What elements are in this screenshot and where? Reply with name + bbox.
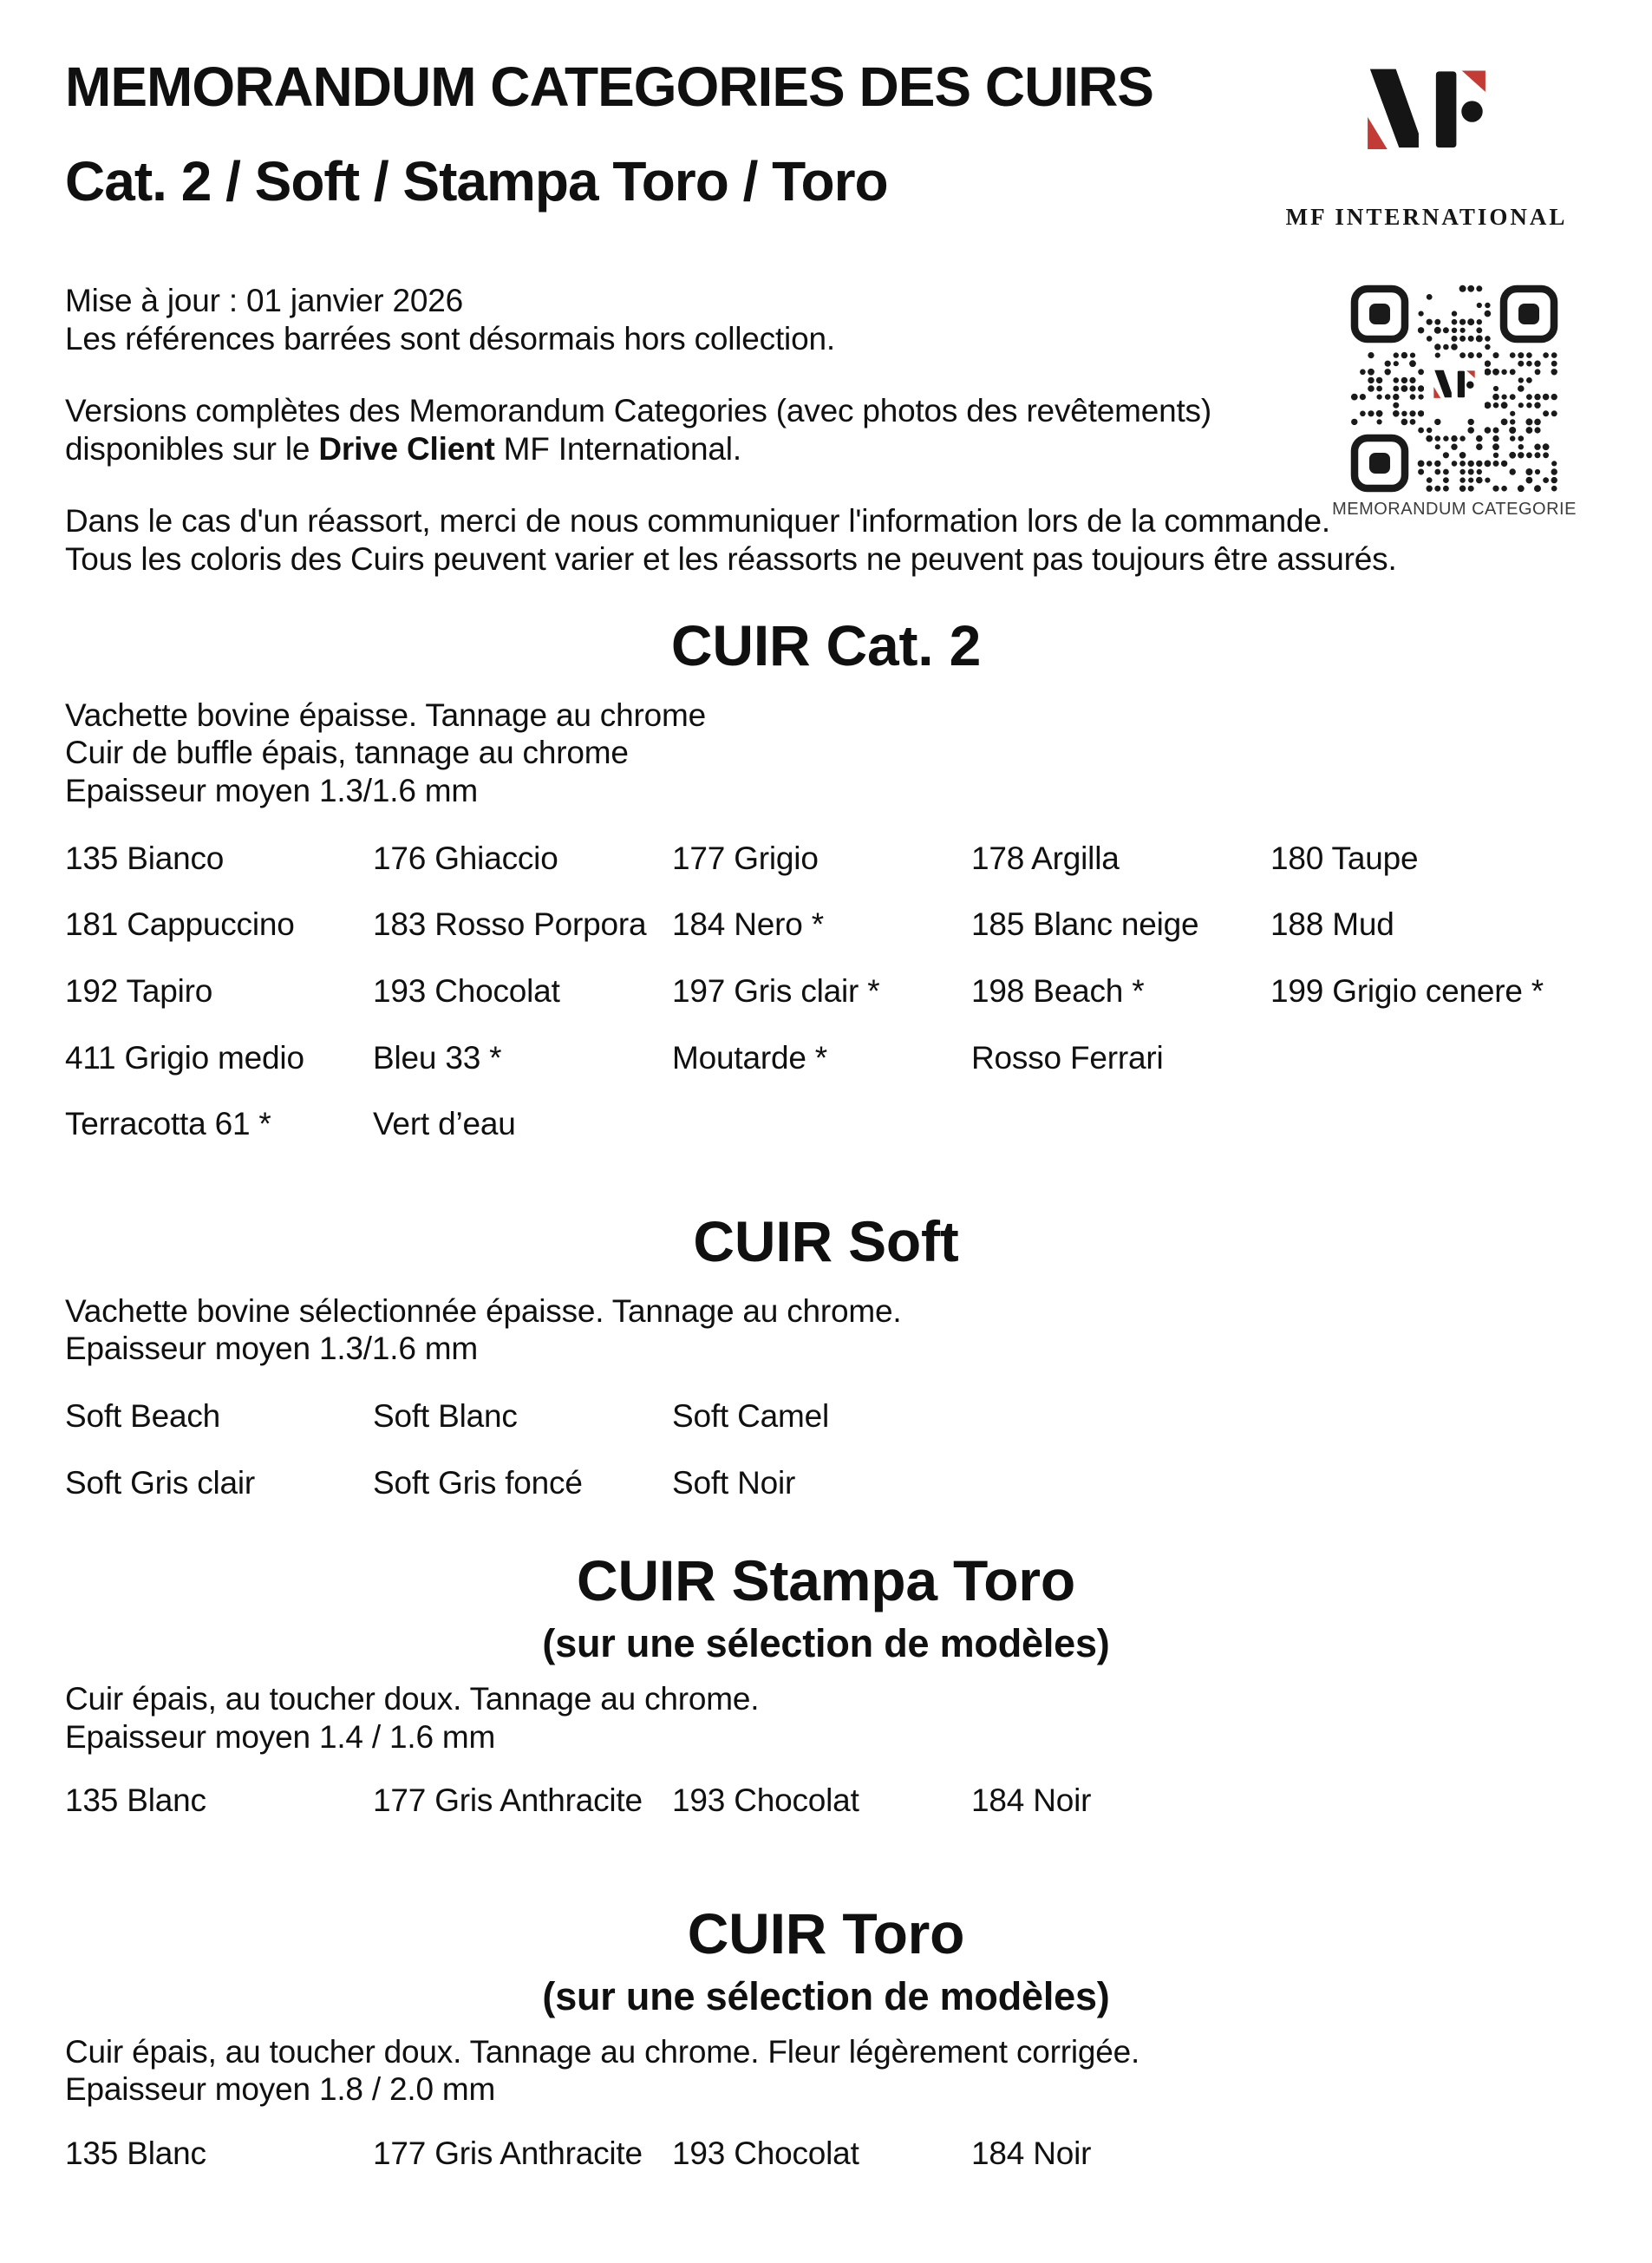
brand-block	[1266, 40, 1587, 232]
color-item: 411 Grigio medio	[65, 1039, 304, 1076]
color-row	[65, 906, 1587, 944]
color-item: Soft Camel	[672, 1398, 830, 1435]
section-subtitle: (sur une sélection de modèles)	[542, 1973, 1110, 2018]
color-item: Moutarde *	[672, 1039, 827, 1076]
desc-line: Epaisseur moyen 1.3/1.6 mm	[65, 1331, 479, 1367]
color-item: Soft Gris clair	[65, 1464, 256, 1501]
color-item: 135 Blanc	[65, 1782, 206, 1819]
color-grid-soft	[65, 1397, 1587, 1501]
color-item: 177 Grigio	[672, 840, 819, 876]
color-item: Rosso Ferrari	[971, 1039, 1164, 1076]
color-item: 183 Rosso Porpora	[373, 906, 647, 943]
color-item: 184 Nero *	[672, 906, 824, 943]
desc-line: Cuir de buffle épais, tannage au chrome	[65, 735, 629, 771]
color-row	[65, 1782, 1587, 1820]
color-item: 185 Blanc neige	[971, 906, 1199, 943]
section-title-cuir-cat2: CUIR Cat. 2	[670, 612, 982, 677]
section-subtitle: (sur une sélection de modèles)	[542, 1621, 1110, 1666]
desc-line: Vachette bovine épaisse. Tannage au chrome	[65, 697, 706, 733]
section-description	[65, 697, 1587, 810]
color-row	[65, 1397, 1587, 1436]
brand-name: MF INTERNATIONAL	[1285, 204, 1568, 230]
reassort-note	[65, 502, 1418, 578]
color-grid-stampa	[65, 1782, 1587, 1820]
intro-paragraphs	[65, 282, 1418, 579]
section-cuir-stampa-toro	[65, 1548, 1587, 1820]
color-item: 193 Chocolat	[672, 2135, 859, 2172]
color-item: 176 Ghiaccio	[373, 840, 558, 876]
qr-caption: MEMORANDUM CATEGORIE	[1332, 500, 1577, 519]
page-title-line1: MEMORANDUM CATEGORIES DES CUIRS	[65, 56, 1153, 118]
qr-block	[1332, 285, 1577, 520]
section-cuir-cat2	[65, 613, 1587, 1143]
color-item: Soft Blanc	[373, 1398, 518, 1435]
color-item: 181 Cappuccino	[65, 906, 295, 943]
section-description	[65, 1292, 1587, 1368]
update-date-line: Mise à jour : 01 janvier 2026	[65, 282, 464, 318]
section-title-cuir-stampa-toro: CUIR Stampa Toro	[577, 1548, 1075, 1613]
color-row	[65, 972, 1587, 1011]
desc-line: Cuir épais, au toucher doux. Tannage au chrome.	[65, 1681, 760, 1717]
color-item: 197 Gris clair *	[672, 972, 880, 1009]
color-item: 198 Beach *	[971, 972, 1145, 1009]
desc-line: Epaisseur moyen 1.4 / 1.6 mm	[65, 1718, 496, 1755]
qr-code-icon	[1350, 285, 1558, 493]
mf-logo-icon	[1352, 57, 1501, 183]
color-item: 178 Argilla	[971, 840, 1120, 876]
page-header	[65, 40, 1587, 232]
color-row	[65, 1039, 1587, 1077]
page-title	[65, 40, 1153, 229]
color-item: 135 Bianco	[65, 840, 225, 876]
color-item: 180 Taupe	[1270, 840, 1419, 876]
reassort-line2: Tous les coloris des Cuirs peuvent varier et les réassorts ne peuvent pas toujours être assurés.	[65, 541, 1397, 578]
reassort-line1: Dans le cas d'un réassort, merci de nous communiquer l'information lors de la commande.	[65, 503, 1330, 540]
versions-line2-pre: disponibles sur le	[65, 430, 319, 467]
color-item: 184 Noir	[971, 2135, 1092, 2172]
color-item: 193 Chocolat	[672, 1782, 859, 1819]
drive-client-bold: Drive Client	[318, 430, 495, 467]
section-description	[65, 1680, 1587, 1756]
strike-note-line: Les références barrées sont désormais hors collection.	[65, 320, 835, 356]
section-cuir-toro	[65, 1901, 1587, 2173]
color-item: Soft Noir	[672, 1464, 796, 1501]
color-item: 177 Gris Anthracite	[373, 2135, 643, 2172]
section-title-cuir-soft: CUIR Soft	[693, 1208, 959, 1273]
color-item: Bleu 33 *	[373, 1039, 502, 1076]
color-row	[65, 1105, 1587, 1143]
desc-line: Cuir épais, au toucher doux. Tannage au chrome. Fleur légèrement corrigée.	[65, 2033, 1140, 2070]
desc-line: Epaisseur moyen 1.3/1.6 mm	[65, 773, 479, 808]
page-title-line2: Cat. 2 / Soft / Stampa Toro / Toro	[65, 149, 888, 213]
color-item: 193 Chocolat	[373, 972, 560, 1009]
section-description	[65, 2033, 1587, 2109]
color-item: Vert d’eau	[373, 1106, 516, 1142]
color-item: 135 Blanc	[65, 2135, 206, 2172]
update-note	[65, 282, 1418, 357]
color-item: 184 Noir	[971, 1782, 1092, 1819]
color-row	[65, 840, 1587, 878]
color-item: 188 Mud	[1270, 906, 1394, 943]
versions-line2-post: MF International.	[494, 430, 741, 467]
versions-note	[65, 392, 1418, 468]
color-item: Soft Beach	[65, 1398, 221, 1435]
color-grid-toro	[65, 2135, 1587, 2173]
color-item: Soft Gris foncé	[373, 1464, 583, 1501]
desc-line: Epaisseur moyen 1.8 / 2.0 mm	[65, 2071, 496, 2108]
color-item: 177 Gris Anthracite	[373, 1782, 643, 1819]
color-item: 199 Grigio cenere *	[1270, 972, 1544, 1009]
section-title-cuir-toro: CUIR Toro	[687, 1901, 965, 1966]
versions-line1: Versions complètes des Memorandum Categories (avec photos des revêtements)	[65, 393, 1211, 429]
color-item: 192 Tapiro	[65, 972, 213, 1009]
color-row	[65, 2135, 1587, 2173]
color-item: Terracotta 61 *	[65, 1106, 271, 1142]
color-row	[65, 1464, 1587, 1502]
section-cuir-soft	[65, 1209, 1587, 1502]
desc-line: Vachette bovine sélectionnée épaisse. Tannage au chrome.	[65, 1292, 902, 1329]
color-grid-cat2	[65, 840, 1587, 1143]
